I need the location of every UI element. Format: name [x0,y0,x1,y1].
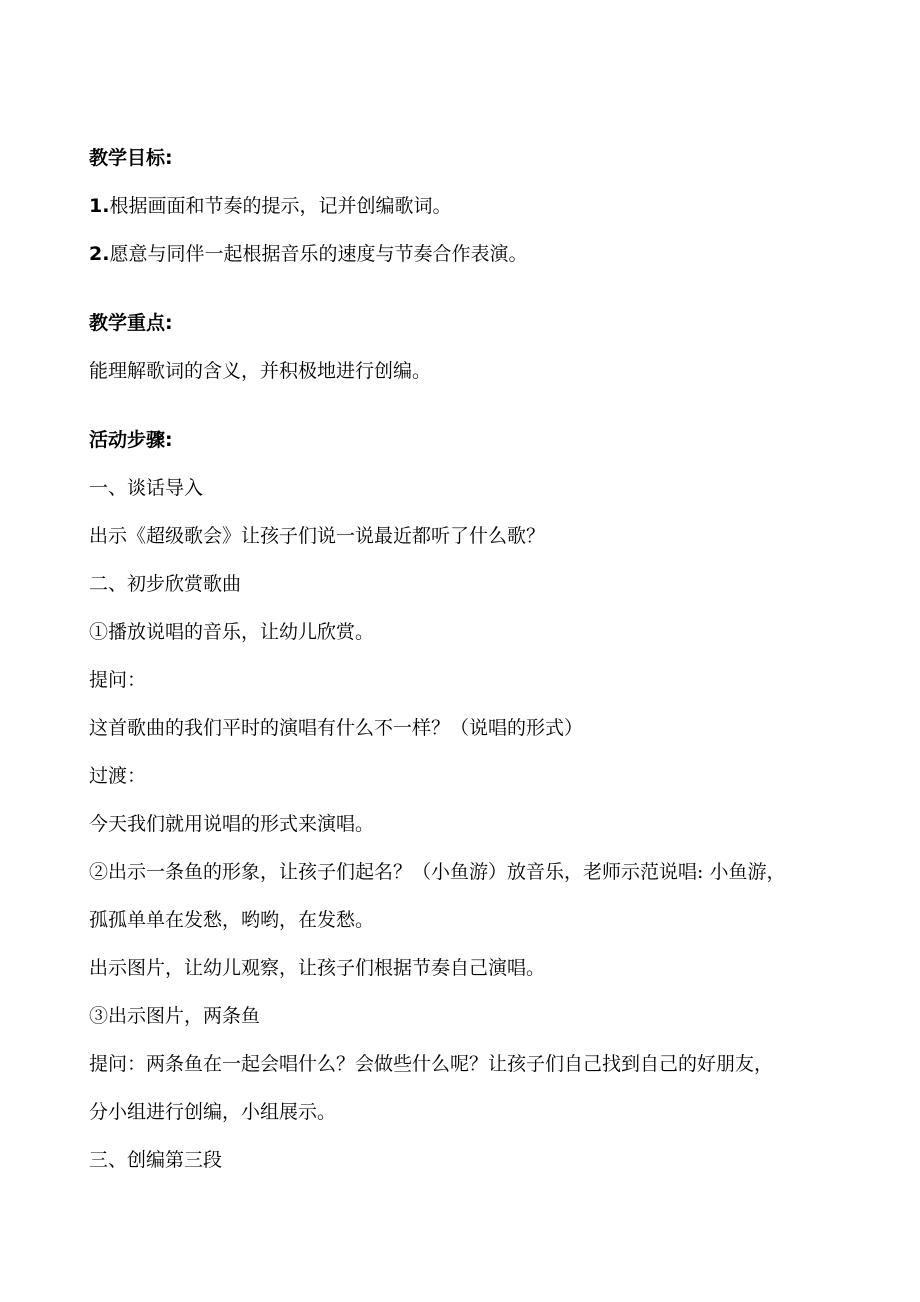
step-line: 提问：两条鱼在一起会唱什么？会做些什么呢？让孩子们自己找到自己的好朋友， [89,1053,774,1075]
step-line: 这首歌曲的我们平时的演唱有什么不一样？（说唱的形式） [89,717,584,739]
step-line: 过渡： [89,765,147,787]
step-line: 今天我们就用说唱的形式来演唱。 [89,813,375,835]
step-line: 分小组进行创编，小组展示。 [89,1101,337,1123]
step-line: 出示《超级歌会》让孩子们说一说最近都听了什么歌？ [89,525,546,547]
objective-item-1 [89,194,451,218]
key-points-heading: 教学重点: [89,312,173,334]
steps-heading: 活动步骤: [89,429,173,451]
step-line: 二、初步欣赏歌曲 [89,573,242,595]
objective-item-1-text: 根据画面和节奏的提示，记并创编歌词。 [109,195,452,217]
objective-item-2-number: 2. [89,243,110,265]
objectives-heading: 教学目标: [89,147,173,169]
objective-item-1-number: 1. [89,195,110,217]
step-line: 提问： [89,669,147,691]
step-line: ②出示一条鱼的形象，让孩子们起名？（小鱼游）放音乐，老师示范说唱: 小鱼游， [89,861,786,883]
objective-item-2 [89,242,527,266]
step-line: ①播放说唱的音乐，让幼儿欣赏。 [89,621,375,643]
step-line: 一、谈话导入 [89,477,204,499]
objective-item-2-text: 愿意与同伴一起根据音乐的速度与节奏合作表演。 [109,243,528,265]
key-points-text: 能理解歌词的含义，并积极地进行创编。 [89,360,432,382]
step-line: 三、创编第三段 [89,1149,223,1171]
step-line: 出示图片，让幼儿观察，让孩子们根据节奏自己演唱。 [89,957,546,979]
step-line: 孤孤单单在发愁，哟哟，在发愁。 [89,909,375,931]
step-line: ③出示图片，两条鱼 [89,1005,261,1027]
